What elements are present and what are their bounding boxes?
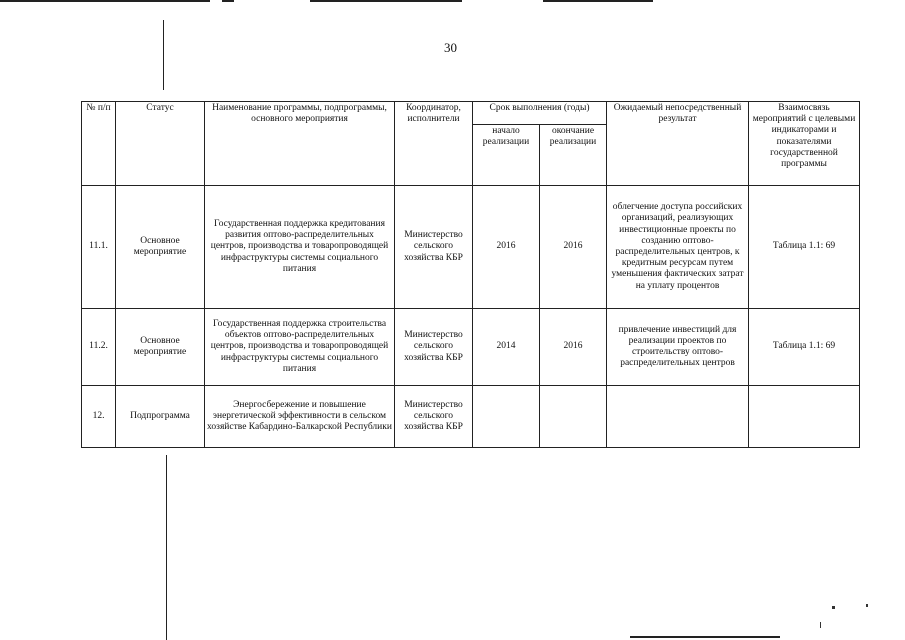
row-name: Государственная поддержка кредитования развития оптово-распределительных центров, производства и товаропроводящей инфраструктуры системы социального питания — [205, 186, 395, 309]
row-link — [749, 386, 860, 448]
table-row — [82, 309, 860, 386]
table-row — [82, 186, 860, 309]
header-end: окончание реализации — [540, 125, 607, 186]
scan-artifact — [832, 606, 835, 609]
scan-artifact — [820, 622, 821, 628]
scan-artifact — [630, 636, 780, 638]
header-name: Наименование программы, подпрограммы, основного мероприятия — [205, 102, 395, 186]
row-status: Основное мероприятие — [116, 309, 205, 386]
row-result: привлечение инвестиций для реализации проектов по строительству оптово-распределительных центров — [607, 309, 749, 386]
header-start: начало реализации — [473, 125, 540, 186]
row-result — [607, 386, 749, 448]
scan-artifact — [310, 0, 462, 2]
row-status: Подпрограмма — [116, 386, 205, 448]
scan-artifact — [0, 0, 210, 2]
header-num: № п/п — [82, 102, 116, 186]
row-link: Таблица 1.1: 69 — [749, 309, 860, 386]
row-start — [473, 386, 540, 448]
row-status: Основное мероприятие — [116, 186, 205, 309]
table-row — [82, 386, 860, 448]
row-start: 2014 — [473, 309, 540, 386]
row-end: 2016 — [540, 186, 607, 309]
scan-artifact — [166, 455, 167, 640]
page-number: 30 — [444, 40, 457, 55]
row-name: Государственная поддержка строительства объектов оптово-распределительных центров, производства и товаропроводящей инфраструктуры системы социального питания — [205, 309, 395, 386]
row-start: 2016 — [473, 186, 540, 309]
header-period: Срок выполнения (годы) — [473, 102, 607, 125]
row-end: 2016 — [540, 309, 607, 386]
row-name: Энергосбережение и повышение энергетической эффективности в сельском хозяйстве Кабардино-Балкарской Республики — [205, 386, 395, 448]
header-row — [82, 102, 860, 125]
row-result: облегчение доступа российских организаций, реализующих инвестиционные проекты по созданию оптово-распределительных центров, к кредитным ресурсам путем уменьшения фактических затрат на уплату процентов — [607, 186, 749, 309]
row-coordinator: Министерство сельского хозяйства КБР — [395, 309, 473, 386]
scan-artifact — [543, 0, 653, 2]
header-status: Статус — [116, 102, 205, 186]
scan-artifact — [222, 0, 234, 2]
row-link: Таблица 1.1: 69 — [749, 186, 860, 309]
scan-artifact — [163, 20, 164, 90]
scan-artifact — [866, 604, 868, 607]
row-coordinator: Министерство сельского хозяйства КБР — [395, 186, 473, 309]
row-end — [540, 386, 607, 448]
row-num: 12. — [82, 386, 116, 448]
row-num: 11.1. — [82, 186, 116, 309]
program-table — [81, 101, 860, 448]
row-coordinator: Министерство сельского хозяйства КБР — [395, 386, 473, 448]
header-link: Взаимосвязь мероприятий с целевыми индикаторами и показателями государственной программы — [749, 102, 860, 186]
header-coordinator: Координатор, исполнители — [395, 102, 473, 186]
header-result: Ожидаемый непосредственный результат — [607, 102, 749, 186]
row-num: 11.2. — [82, 309, 116, 386]
